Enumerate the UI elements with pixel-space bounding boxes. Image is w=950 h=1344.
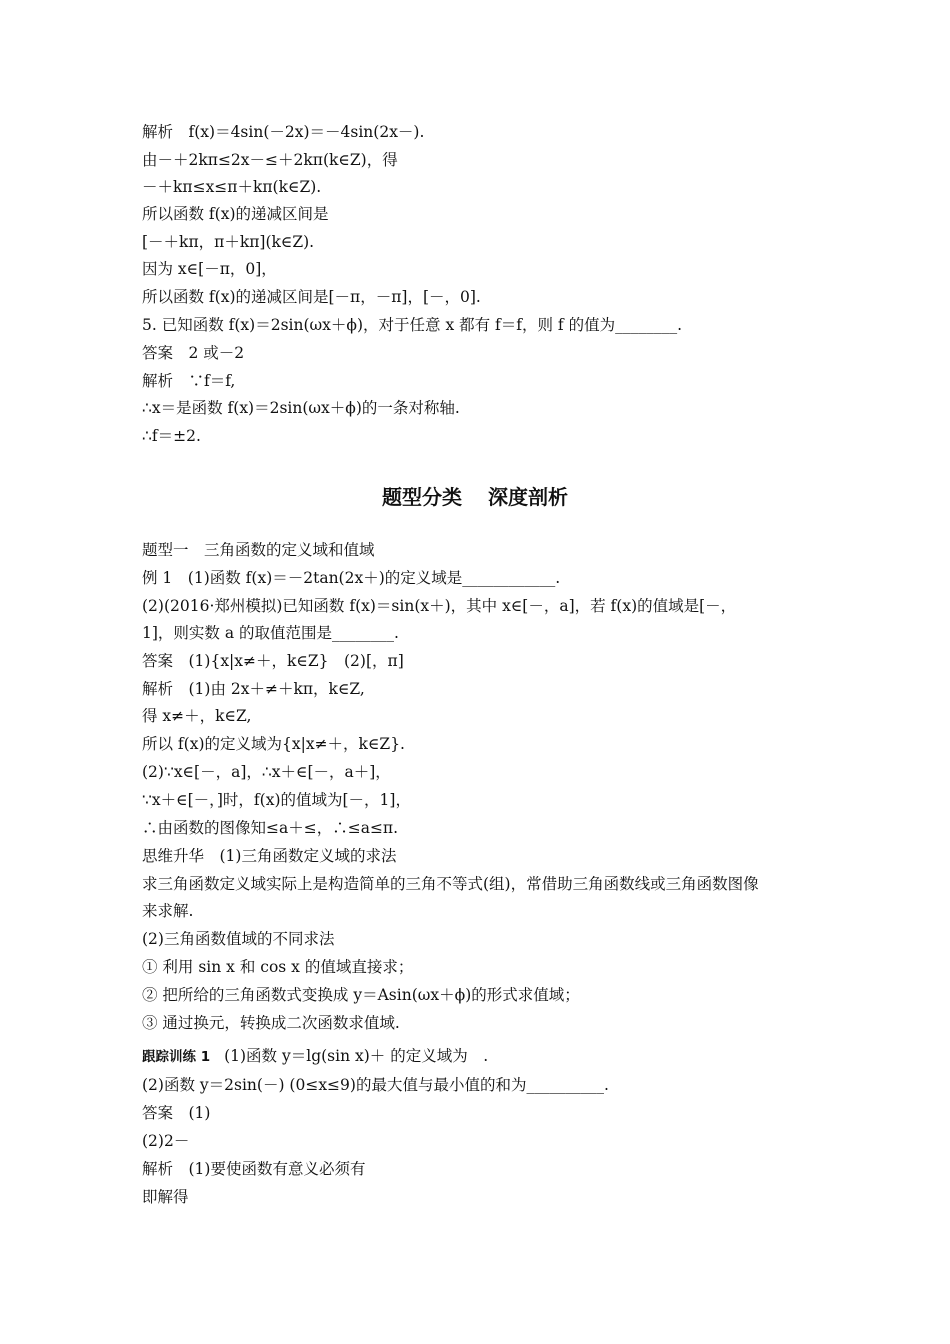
answer-line: 答案 (1) bbox=[142, 1104, 211, 1122]
text-line: 求三角函数定义域实际上是构造简单的三角不等式(组)，常借助三角函数线或三角函数图像 bbox=[142, 875, 759, 893]
analysis-line: 解析 (1)由 2x＋≠＋kπ，k∈Z, bbox=[142, 680, 365, 698]
text-line: 所以函数 f(x)的递减区间是 bbox=[142, 205, 329, 223]
text-line: (2)2－ bbox=[142, 1132, 190, 1150]
thinking-summary: 思维升华 (1)三角函数定义域的求法 bbox=[142, 847, 397, 865]
question-5: 5. 已知函数 f(x)＝2sin(ωx＋ϕ)，对于任意 x 都有 f＝f，则 f 的值为________. bbox=[142, 316, 683, 334]
topic-title: 题型一 三角函数的定义域和值域 bbox=[142, 541, 375, 559]
text-line: ① 利用 sin x 和 cos x 的值域直接求； bbox=[142, 958, 414, 976]
text-line: 来求解. bbox=[142, 902, 194, 920]
analysis-line: 解析 (1)要使函数有意义必须有 bbox=[142, 1160, 366, 1178]
text-line: 因为 x∈[－π，0]， bbox=[142, 260, 277, 278]
text-line: ∴由函数的图像知≤a＋≤，∴≤a≤π. bbox=[142, 819, 399, 837]
text-line: 解析 f(x)＝4sin(－2x)＝－4sin(2x－). bbox=[142, 123, 425, 141]
practice-tag: 跟踪训练 1 bbox=[142, 1049, 211, 1065]
text-line: ∴f＝±2. bbox=[142, 427, 201, 445]
section-heading bbox=[0, 484, 950, 510]
text-line: －＋kπ≤x≤π＋kπ(k∈Z). bbox=[142, 178, 322, 196]
text-line: (2)函数 y＝2sin(－) (0≤x≤9)的最大值与最小值的和为__________. bbox=[142, 1076, 609, 1094]
text-line: (2)三角函数值域的不同求法 bbox=[142, 930, 335, 948]
section-heading-right: 深度剖析 bbox=[488, 485, 568, 509]
text-line: 即解得 bbox=[142, 1188, 189, 1206]
text-line: (2)∵x∈[－，a]，∴x＋∈[－，a＋]， bbox=[142, 763, 391, 781]
text-line: ∵x＋∈[－，]时，f(x)的值域为[－，1]， bbox=[142, 791, 411, 809]
analysis-line: 解析 ∵f＝f, bbox=[142, 372, 236, 390]
practice-line bbox=[142, 1046, 488, 1067]
section-heading-left: 题型分类 bbox=[382, 485, 462, 509]
text-line: 1]，则实数 a 的取值范围是________. bbox=[142, 624, 399, 642]
text-line: 所以函数 f(x)的递减区间是[－π，－π]，[－，0]. bbox=[142, 288, 481, 306]
text-line: 得 x≠＋，k∈Z, bbox=[142, 707, 252, 725]
text-line: ∴x＝是函数 f(x)＝2sin(ωx＋ϕ)的一条对称轴. bbox=[142, 399, 460, 417]
text-line: ② 把所给的三角函数式变换成 y＝Asin(ωx＋ϕ)的形式求值域； bbox=[142, 986, 580, 1004]
text-line: ③ 通过换元，转换成二次函数求值域. bbox=[142, 1014, 400, 1032]
text-line: 所以 f(x)的定义域为{x|x≠＋，k∈Z}. bbox=[142, 735, 405, 753]
practice-text: (1)函数 y＝lg(sin x)＋ 的定义域为 . bbox=[224, 1047, 489, 1065]
answer-line: 答案 2 或－2 bbox=[142, 344, 245, 362]
text-line: (2)(2016·郑州模拟)已知函数 f(x)＝sin(x＋)，其中 x∈[－，a]，若 f(x)的值域是[－， bbox=[142, 597, 737, 615]
answer-line: 答案 (1){x|x≠＋，k∈Z} (2)[，π] bbox=[142, 652, 404, 670]
text-line: 由－＋2kπ≤2x－≤＋2kπ(k∈Z)，得 bbox=[142, 151, 398, 169]
text-line: [－＋kπ，π＋kπ](k∈Z). bbox=[142, 233, 315, 251]
example-1: 例 1 (1)函数 f(x)＝－2tan(2x＋)的定义域是____________. bbox=[142, 569, 561, 587]
